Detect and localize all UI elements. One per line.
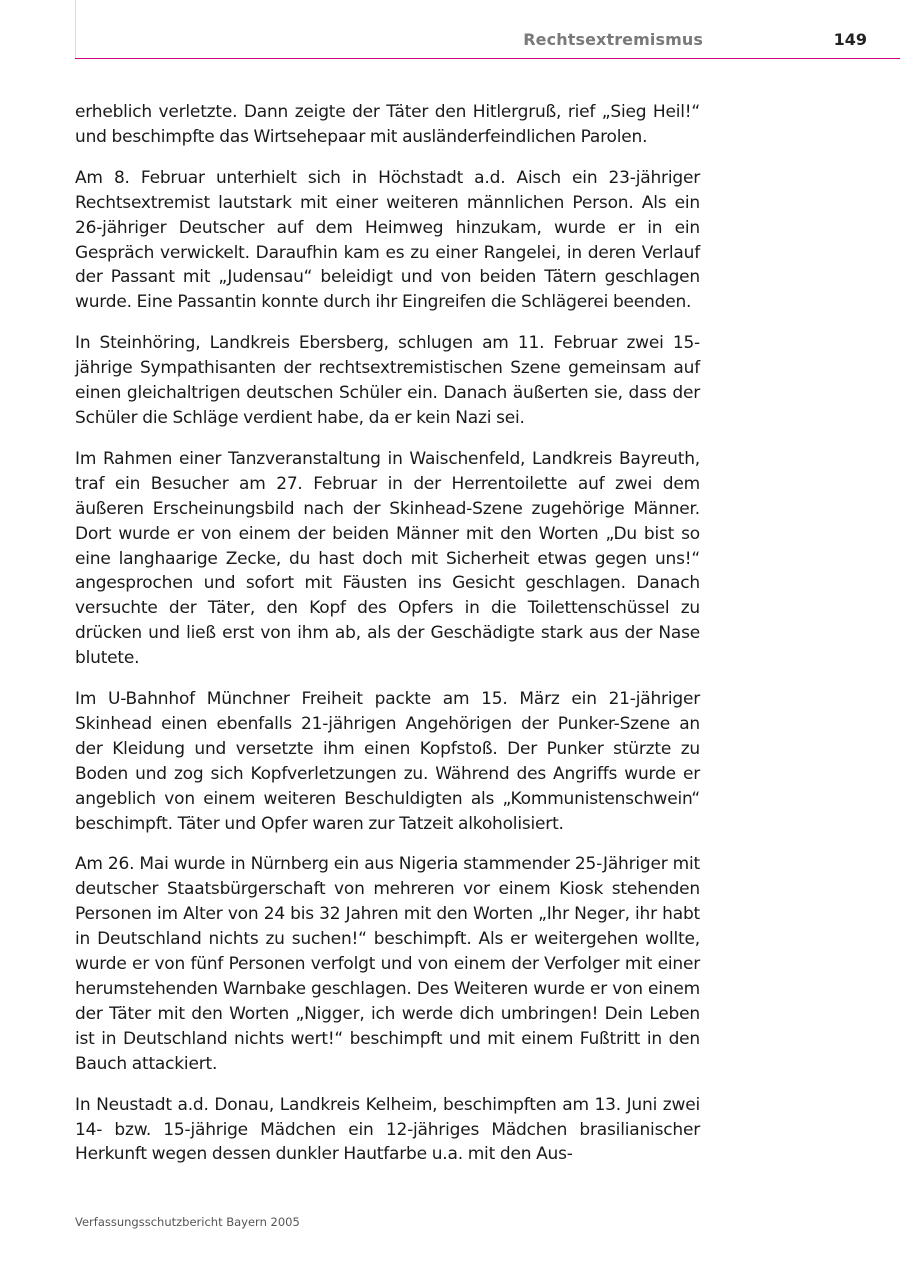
header-divider (75, 0, 76, 58)
paragraph: In Steinhöring, Landkreis Ebersberg, schlugen am 11. Februar zwei 15-jährige Sympathisanten der rechtsextremistischen Szene gemeinsam auf einen gleichaltrigen deutschen Schüler ein. Danach äußerten sie, dass der Schüler die Schläge verdient habe, da er kein Nazi sei. (75, 333, 700, 428)
paragraph: In Neustadt a.d. Donau, Landkreis Kelheim, beschimpften am 13. Juni zwei 14- bzw. 15-jährige Mädchen ein 12-jähriges Mädchen brasilianischer Herkunft wegen dessen dunkler Hautfarbe u.a. mit den Aus- (75, 1094, 700, 1165)
body-text (75, 100, 700, 1183)
page-header (75, 0, 900, 59)
page-number: 149 (833, 30, 867, 49)
paragraph: Am 26. Mai wurde in Nürnberg ein aus Nigeria stammender 25-Jähriger mit deutscher Staatsbürgerschaft von mehreren vor einem Kiosk stehenden Personen im Alter von 24 bis 32 Jahren mit den Worten „Ihr Neger, ihr habt in Deutschland nichts zu suchen!“ beschimpft. Als er weitergehen wollte, wurde er von fünf Personen verfolgt und von einem der Verfolger mit einer herumstehenden Warnbake geschlagen. Des Weiteren wurde er von einem der Täter mit den Worten „Nigger, ich werde dich umbringen! Dein Leben ist in Deutschland nichts wert!“ beschimpft und mit einem Fußtritt in den Bauch attackiert. (75, 854, 700, 1074)
page-footer: Verfassungsschutzbericht Bayern 2005 (75, 1215, 300, 1229)
paragraph: erheblich verletzte. Dann zeigte der Täter den Hitlergruß, rief „Sieg Heil!“ und beschimpfte das Wirtsehepaar mit ausländerfeindlichen Parolen. (75, 102, 700, 147)
section-title: Rechtsextremismus (523, 30, 703, 49)
paragraph: Im Rahmen einer Tanzveranstaltung in Waischenfeld, Landkreis Bayreuth, traf ein Besucher am 27. Februar in der Herrentoilette auf zwei dem äußeren Erscheinungsbild nach der Skinhead-Szene zugehörige Männer. Dort wurde er von einem der beiden Männer mit den Worten „Du bist so eine langhaarige Zecke, du hast doch mit Sicherheit etwas gegen uns!“ angesprochen und sofort mit Fäusten ins Gesicht geschlagen. Danach versuchte der Täter, den Kopf des Opfers in die Toilettenschüssel zu drücken und ließ erst von ihm ab, als der Geschädigte stark aus der Nase blutete. (75, 448, 700, 669)
paragraph: Im U-Bahnhof Münchner Freiheit packte am 15. März ein 21-jähriger Skinhead einen ebenfalls 21-jährigen Angehörigen der Punker-Szene an der Kleidung und versetzte ihm einen Kopfstoß. Der Punker stürzte zu Boden und zog sich Kopfverletzungen zu. Während des Angriffs wurde er angeblich von einem weiteren Beschuldigten als „Kommunistenschwein“ beschimpft. Täter und Opfer waren zur Tatzeit alkoholisiert. (75, 689, 700, 834)
paragraph: Am 8. Februar unterhielt sich in Höchstadt a.d. Aisch ein 23-jähriger Rechtsextremist lautstark mit einer weiteren männlichen Person. Als ein 26-jähriger Deutscher auf dem Heimweg hinzukam, wurde er in ein Gespräch verwickelt. Daraufhin kam es zu einer Rangelei, in deren Verlauf der Passant mit „Judensau“ beleidigt und von beiden Tätern geschlagen wurde. Eine Passantin konnte durch ihr Eingreifen die Schlägerei beenden. (75, 167, 700, 313)
